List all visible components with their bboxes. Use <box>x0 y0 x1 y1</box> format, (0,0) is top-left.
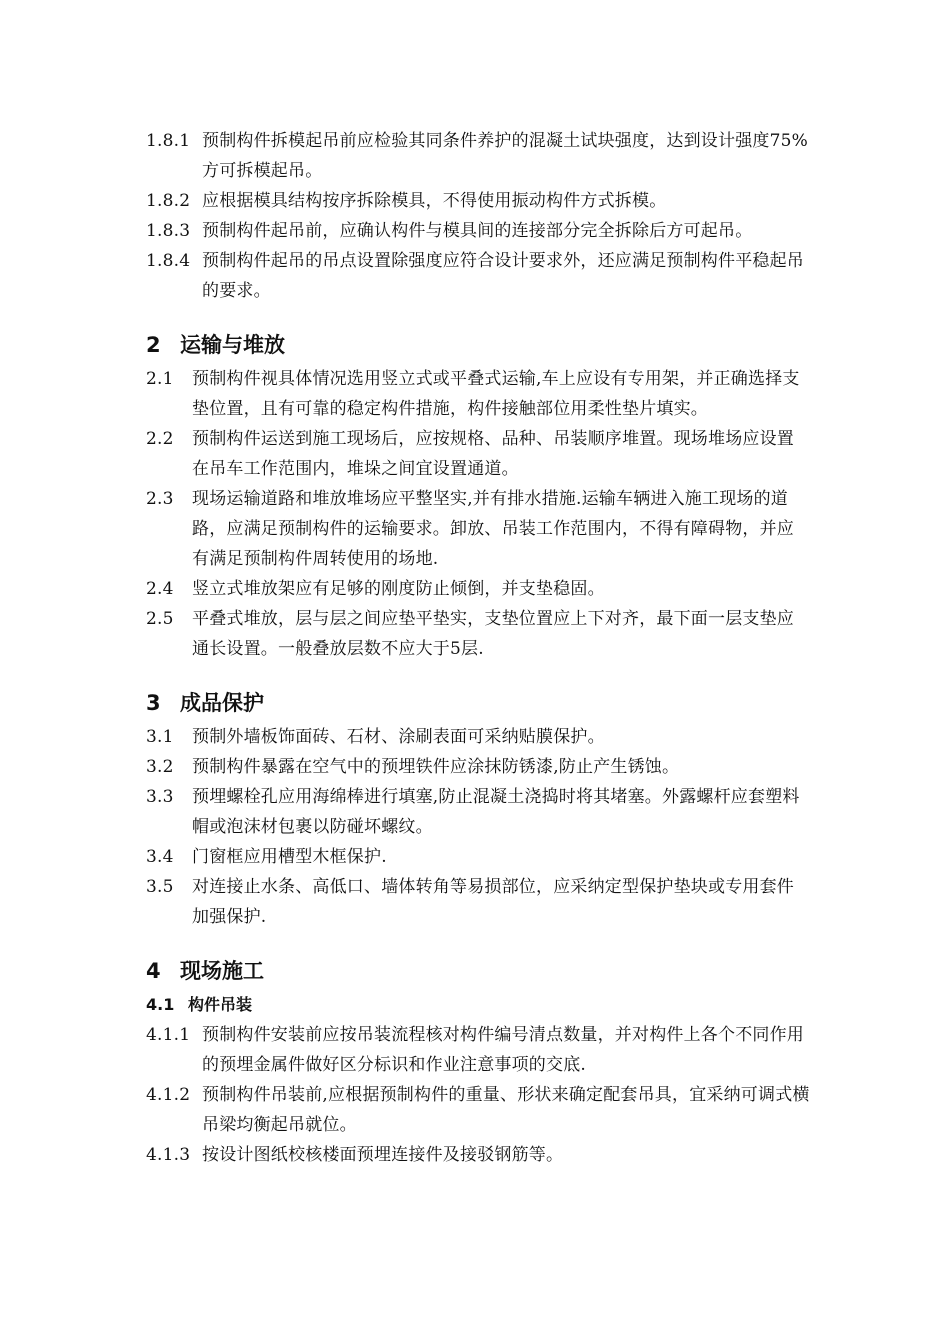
clause-text: 竖立式堆放架应有足够的刚度防止倾倒，并支垫稳固。 <box>192 579 605 599</box>
clause-text: 预制构件暴露在空气中的预埋铁件应涂抹防锈漆,防止产生锈蚀。 <box>192 757 680 777</box>
clause-text: 预制构件视具体情况选用竖立式或平叠式运输,车上应设有专用架，并正确选择支垫位置，且有可靠的稳定构件措施，构件接触部位用柔性垫片填实。 <box>192 369 800 419</box>
section-heading-3 <box>146 688 810 718</box>
clause-number: 3.1 <box>146 727 174 747</box>
section-number: 2 <box>146 333 161 357</box>
section-title: 现场施工 <box>180 959 264 983</box>
clause-number: 3.2 <box>146 757 174 777</box>
clause-number: 1.8.3 <box>146 221 191 241</box>
clause-3-3 <box>146 782 810 842</box>
clause-1-8-1 <box>146 126 810 186</box>
clause-text: 预埋螺栓孔应用海绵棒进行填塞,防止混凝土浇捣时将其堵塞。外露螺杆应套塑料帽或泡沫材包裹以防碰坏螺纹。 <box>192 787 800 837</box>
clause-number: 1.8.4 <box>146 251 191 271</box>
clause-number: 3.5 <box>146 877 174 897</box>
clause-3-2 <box>146 752 810 782</box>
clause-2-5 <box>146 604 810 664</box>
clause-4-1-3 <box>146 1140 810 1170</box>
subsection-number: 4.1 <box>146 995 175 1014</box>
clause-text: 预制构件起吊的吊点设置除强度应符合设计要求外，还应满足预制构件平稳起吊的要求。 <box>202 251 804 301</box>
clause-2-3 <box>146 484 810 574</box>
clause-text: 预制构件吊装前,应根据预制构件的重量、形状来确定配套吊具，宜采纳可调式横吊梁均衡起吊就位。 <box>202 1085 810 1135</box>
section-heading-2 <box>146 330 810 360</box>
section-number: 3 <box>146 691 161 715</box>
clause-number: 4.1.3 <box>146 1145 191 1165</box>
clause-text: 门窗框应用槽型木框保护. <box>192 847 387 867</box>
clause-number: 2.4 <box>146 579 174 599</box>
clause-3-1 <box>146 722 810 752</box>
subsection-title: 构件吊装 <box>188 995 253 1014</box>
clause-text: 预制构件安装前应按吊装流程核对构件编号清点数量，并对构件上各个不同作用的预埋金属件做好区分标识和作业注意事项的交底. <box>202 1025 804 1075</box>
section-title: 成品保护 <box>180 691 264 715</box>
section-number: 4 <box>146 959 161 983</box>
clause-text: 应根据模具结构按序拆除模具，不得使用振动构件方式拆模。 <box>202 191 667 211</box>
clause-1-8-3 <box>146 216 810 246</box>
clause-4-1-2 <box>146 1080 810 1140</box>
clause-number: 3.3 <box>146 787 174 807</box>
clause-number: 2.1 <box>146 369 174 389</box>
clause-2-1 <box>146 364 810 424</box>
clause-3-5 <box>146 872 810 932</box>
section-title: 运输与堆放 <box>180 333 285 357</box>
clause-number: 2.5 <box>146 609 174 629</box>
clause-text: 预制构件拆模起吊前应检验其同条件养护的混凝土试块强度，达到设计强度75%方可拆模起吊。 <box>202 131 808 181</box>
clause-text: 现场运输道路和堆放堆场应平整坚实,并有排水措施.运输车辆进入施工现场的道路，应满足预制构件的运输要求。卸放、吊装工作范围内，不得有障碍物，并应有满足预制构件周转使用的场地. <box>192 489 794 569</box>
clause-number: 1.8.2 <box>146 191 191 211</box>
clause-2-4 <box>146 574 810 604</box>
subsection-heading-4-1 <box>146 990 810 1020</box>
clause-number: 3.4 <box>146 847 174 867</box>
clause-1-8-2 <box>146 186 810 216</box>
clause-number: 4.1.1 <box>146 1025 191 1045</box>
clause-1-8-4 <box>146 246 810 306</box>
clause-text: 预制构件起吊前，应确认构件与模具间的连接部分完全拆除后方可起吊。 <box>202 221 753 241</box>
clause-text: 对连接止水条、高低口、墙体转角等易损部位，应采纳定型保护垫块或专用套件加强保护. <box>192 877 794 927</box>
clause-text: 预制外墙板饰面砖、石材、涂刷表面可采纳贴膜保护。 <box>192 727 605 747</box>
clause-3-4 <box>146 842 810 872</box>
clause-number: 1.8.1 <box>146 131 191 151</box>
clause-4-1-1 <box>146 1020 810 1080</box>
clause-number: 4.1.2 <box>146 1085 191 1105</box>
clause-text: 平叠式堆放，层与层之间应垫平垫实，支垫位置应上下对齐，最下面一层支垫应通长设置。一般叠放层数不应大于5层. <box>192 609 794 659</box>
clause-2-2 <box>146 424 810 484</box>
clause-number: 2.3 <box>146 489 174 509</box>
clause-number: 2.2 <box>146 429 174 449</box>
clause-text: 按设计图纸校核楼面预埋连接件及接驳钢筋等。 <box>202 1145 564 1165</box>
section-heading-4 <box>146 956 810 986</box>
clause-text: 预制构件运送到施工现场后，应按规格、品种、吊装顺序堆置。现场堆场应设置在吊车工作范围内，堆垛之间宜设置通道。 <box>192 429 794 479</box>
